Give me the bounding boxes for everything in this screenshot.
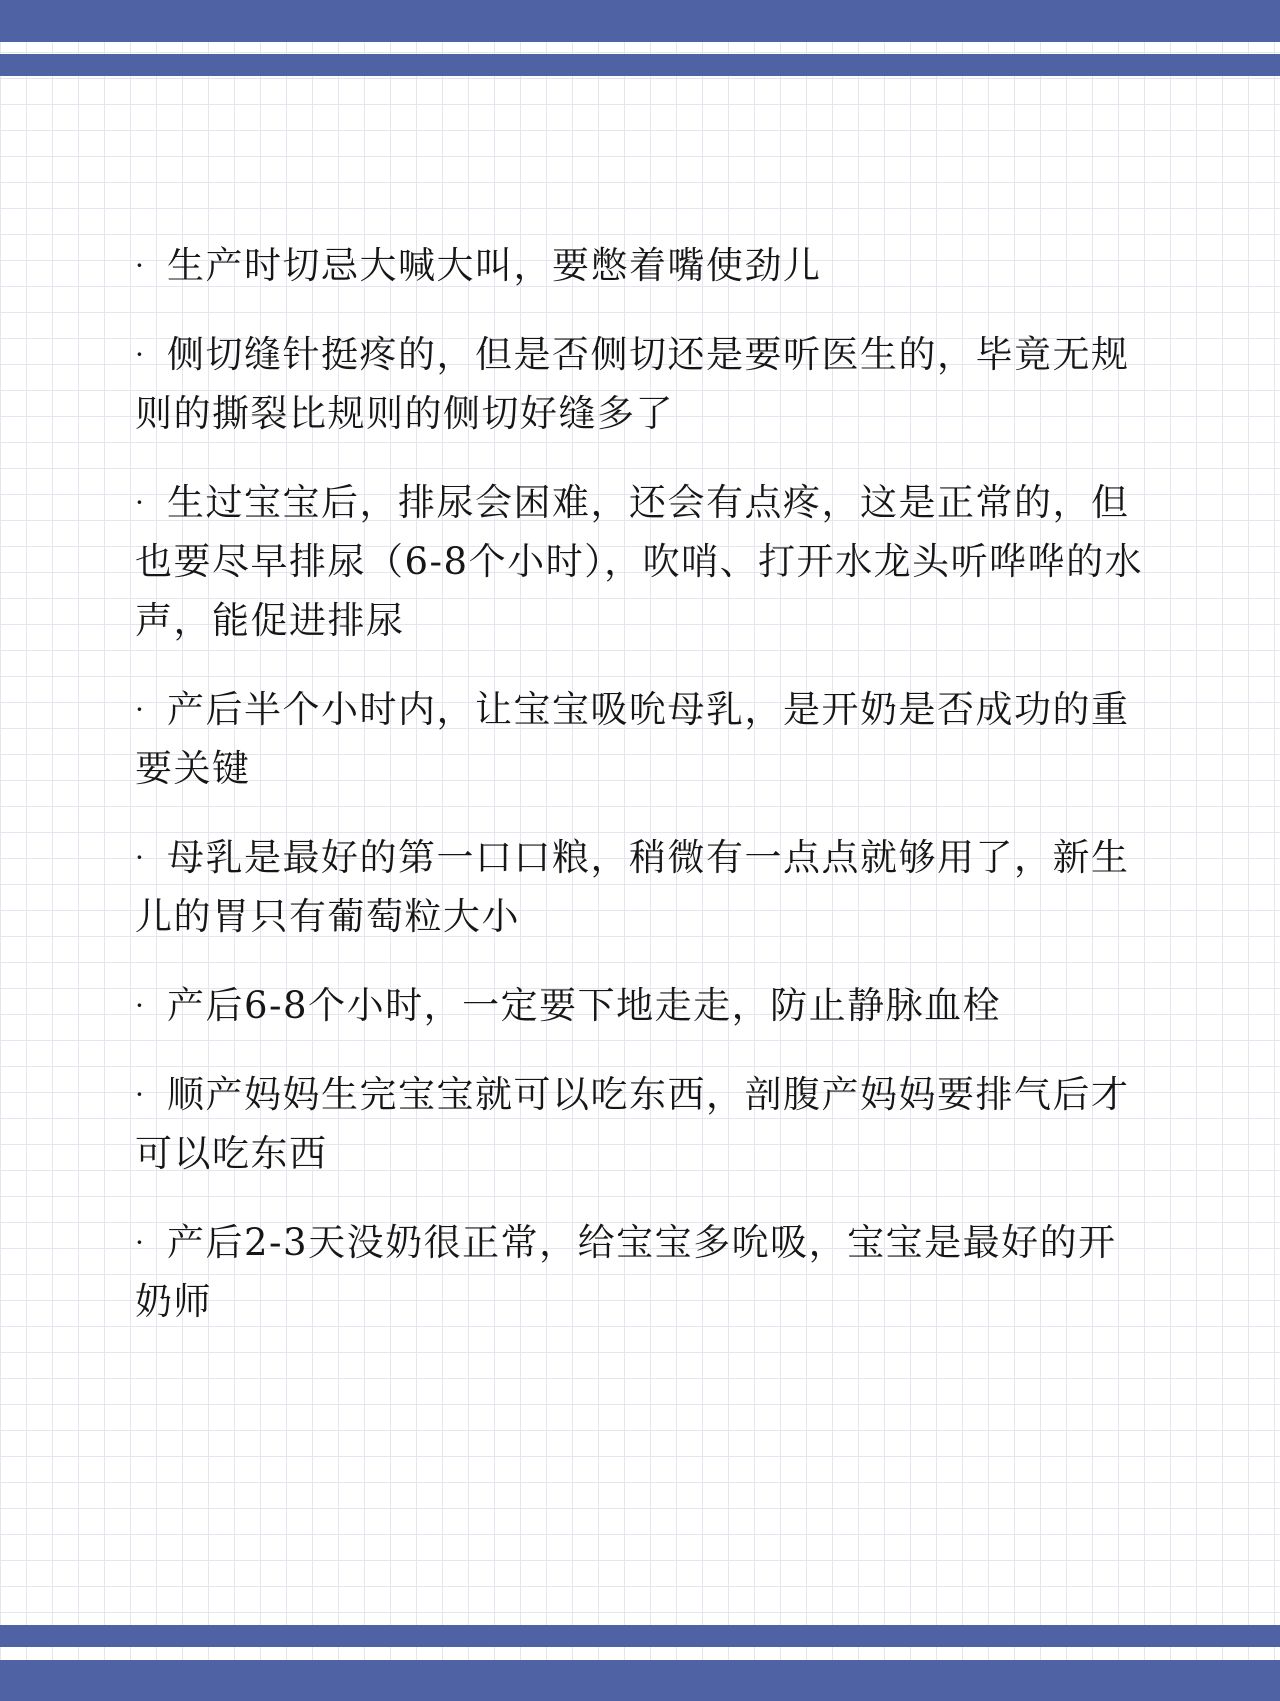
bullet-icon: ·: [135, 1226, 146, 1259]
tip-text: 产后半个小时内，让宝宝吸吮母乳，是开奶是否成功的重要关键: [135, 688, 1130, 790]
bullet-icon: ·: [135, 989, 146, 1022]
tip-item: [135, 976, 1155, 1035]
top-border-stripe-thick: [0, 0, 1280, 42]
bullet-icon: ·: [135, 693, 146, 726]
tip-text: 产后2-3天没奶很正常，给宝宝多吮吸，宝宝是最好的开奶师: [135, 1221, 1117, 1323]
bullet-icon: ·: [135, 338, 146, 371]
bottom-border-stripe-thin: [0, 1625, 1280, 1647]
top-border-stripe-thin: [0, 54, 1280, 76]
bullet-icon: ·: [135, 1078, 146, 1111]
tip-item: [135, 325, 1155, 443]
tip-text: 生产时切忌大喊大叫，要憋着嘴使劲儿: [167, 244, 822, 287]
tip-item: [135, 1213, 1155, 1331]
tip-text: 产后6-8个小时，一定要下地走走，防止静脉血栓: [167, 984, 1002, 1027]
tip-item: [135, 473, 1155, 650]
tip-text: 生过宝宝后，排尿会困难，还会有点疼，这是正常的，但也要尽早排尿（6-8个小时），吹哨、打开水龙头听哗哗的水声，能促进排尿: [135, 481, 1144, 642]
postpartum-tips-list: [135, 236, 1155, 1331]
tip-item: [135, 680, 1155, 798]
bullet-icon: ·: [135, 841, 146, 874]
tip-item: [135, 828, 1155, 946]
bullet-icon: ·: [135, 486, 146, 519]
tip-text: 侧切缝针挺疼的，但是否侧切还是要听医生的，毕竟无规则的撕裂比规则的侧切好缝多了: [135, 333, 1130, 435]
bullet-icon: ·: [135, 249, 146, 282]
bottom-border-stripe-thick: [0, 1660, 1280, 1701]
tip-text: 顺产妈妈生完宝宝就可以吃东西，剖腹产妈妈要排气后才可以吃东西: [135, 1073, 1130, 1175]
tip-item: [135, 236, 1155, 295]
tip-text: 母乳是最好的第一口口粮，稍微有一点点就够用了，新生儿的胃只有葡萄粒大小: [135, 836, 1130, 938]
tip-item: [135, 1065, 1155, 1183]
